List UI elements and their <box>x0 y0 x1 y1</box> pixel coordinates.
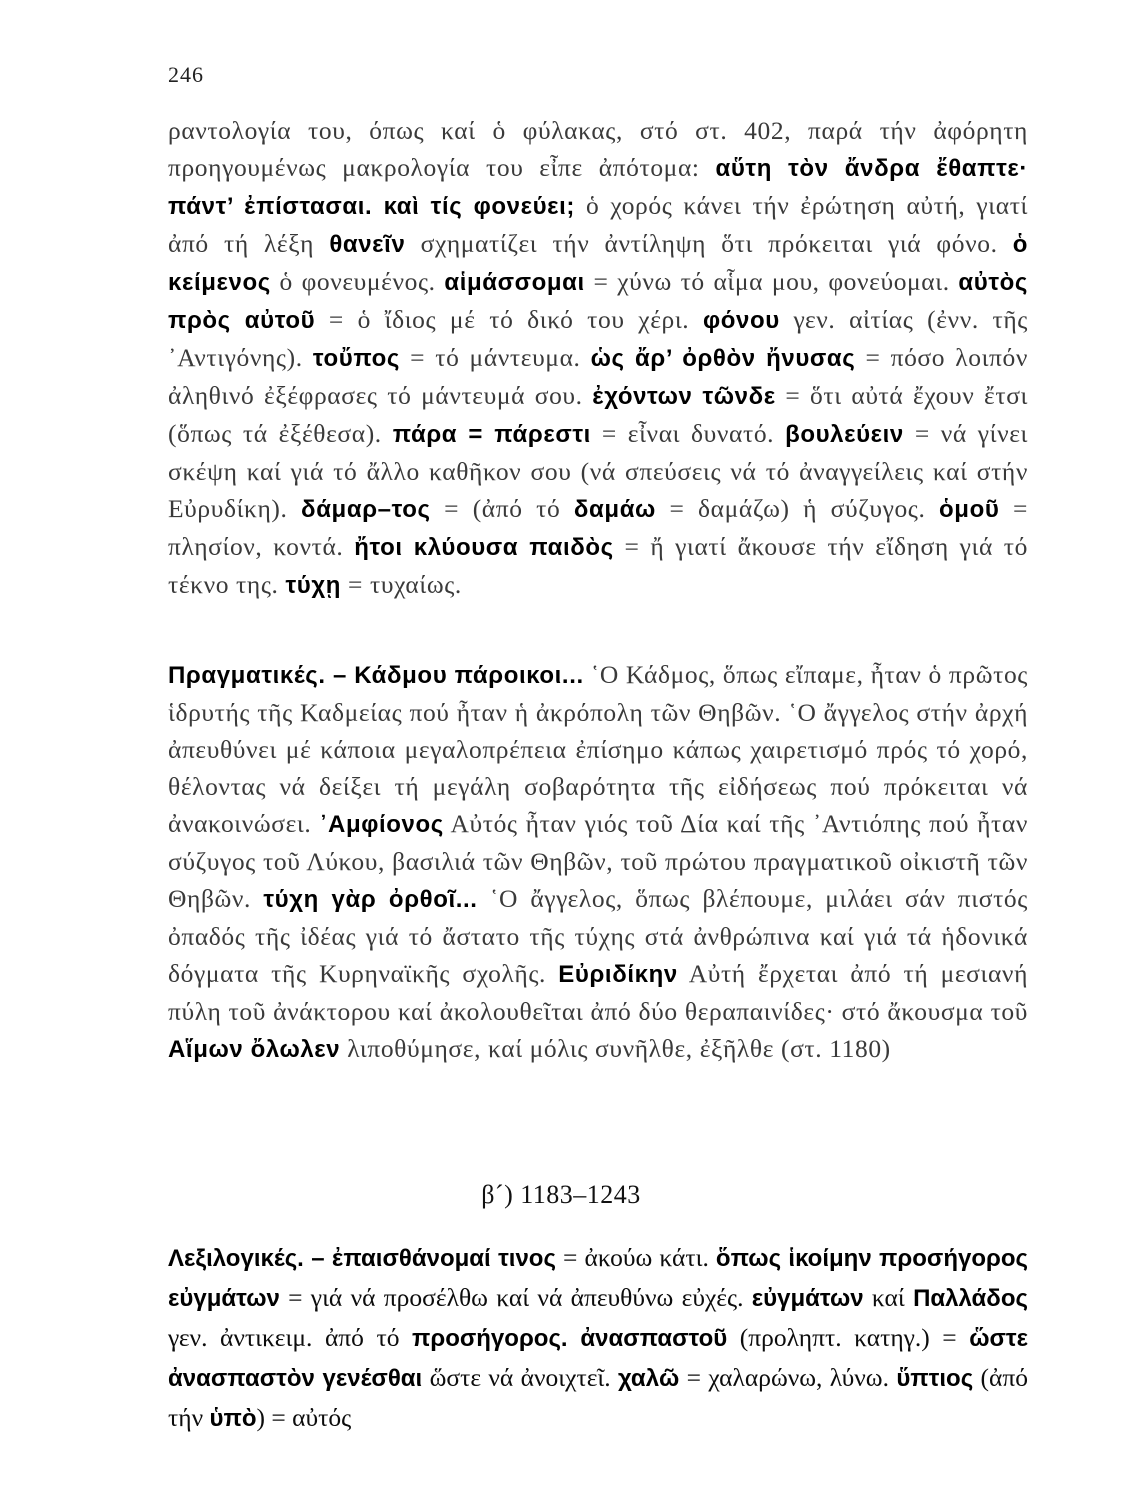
text-run: λιποθύμησε, καί μόλις συνῆλθε, ἐξῆλθε (στ. 1180) <box>340 1034 891 1063</box>
text-run: = ὅτι αὐτά ἔχουν ἔτσι (ὅπως τά ἐξέθεσα). <box>168 381 1029 448</box>
text-run: Αὐτός ἦταν γιός τοῦ Δία καί τῆς ᾿Αντιόπης πού ἦταν σύζυγος τοῦ Λύκου, βασιλιά τῶν Θηβῶν, τοῦ πρώτου πραγματικοῦ οἰκιστῆ τῶν Θηβῶν. <box>168 809 1028 913</box>
paragraph-text <box>168 1238 1028 1438</box>
text-run: γεν. αἰτίας (ἐνν. τῆς ᾿Αντιγόνης). <box>168 305 1028 372</box>
text-run: ὁ χορός κάνει τήν ἐρώτηση αὐτή, γιατί ἀπό τή λέξη <box>168 191 1028 258</box>
bold-term: ὁμοῦ <box>939 496 1000 523</box>
bold-term: ὅπως ἱκοίμην προσήγορος εὐγμάτων <box>168 1245 1029 1312</box>
bold-term: χαλῶ <box>617 1365 680 1392</box>
bold-term: ὥστε ἀνασπαστὸν γενέσθαι <box>168 1325 1028 1392</box>
section-heading: β´) 1183–1243 <box>481 1180 641 1209</box>
text-run: = πλησίον, κοντά. <box>168 494 1028 561</box>
text-run: = ἤ γιατί ἄκουσε τήν εἴδηση γιά τό τέκνο της. <box>168 532 1028 599</box>
text-run: καί <box>863 1283 914 1312</box>
text-run: σχηματίζει τήν ἀντίληψη ὅτι πρόκειται γιά φόνο. <box>405 229 1013 258</box>
text-run: = χύνω τό αἷμα μου, φονεύομαι. <box>584 267 959 296</box>
text-run: = ἀκούω κάτι. <box>555 1243 716 1272</box>
bold-term: ὑπὸ <box>209 1405 257 1432</box>
bold-term: Παλλάδος <box>913 1285 1028 1312</box>
bold-term: Εὐριδίκην <box>558 961 678 988</box>
paragraph-lexical-notes <box>168 112 1028 604</box>
bold-term: βουλεύειν <box>785 421 904 448</box>
bold-term: ἐχόντων τῶνδε <box>592 383 776 410</box>
bold-term: ὡς ἄρ’ ὀρθὸν ἤνυσας <box>590 345 856 372</box>
text-run: ραντολογία του, όπως καί ὁ φύλακας, στό στ. 402, παρά τήν ἀφόρητη προηγουμένως μακρολογία του εἶπε ἀπότομα: <box>168 116 1028 182</box>
paragraph-text <box>168 656 1028 1068</box>
text-run: (προληπτ. κατηγ.) = <box>727 1323 970 1352</box>
bold-term: θανεῖν <box>329 231 406 258</box>
text-run: = γιά νά προσέλθω καί νά ἀπευθύνω εὐχές. <box>279 1283 752 1312</box>
bold-term: τύχῃ <box>285 572 342 599</box>
text-run: ὁ φονευμένος. <box>270 267 445 296</box>
bold-term: δαμάω <box>573 496 656 523</box>
bold-term: δάμαρ–τος <box>301 496 431 523</box>
paragraph-lexical-notes-2 <box>168 1238 1028 1438</box>
bold-term: Αἵμων ὄλωλεν <box>168 1036 341 1063</box>
text-run: = ὁ ἴδιος μέ τό δικό του χέρι. <box>315 305 703 334</box>
paragraph-text <box>168 112 1028 604</box>
bold-term: ὁ κείμενος <box>168 231 1029 296</box>
page-number: 246 <box>168 62 204 87</box>
text-run: = χαλαρώνω, λύνω. <box>679 1363 897 1392</box>
text-run: = εἶναι δυνατό. <box>590 419 786 448</box>
text-run: γεν. ἀντικειμ. ἀπό τό <box>168 1323 412 1352</box>
paragraph-factual-notes <box>168 656 1028 1068</box>
text-run: (ἀπό τήν <box>168 1363 1029 1432</box>
bold-term: φόνου <box>702 307 780 334</box>
text-run: = τυχαίως. <box>341 570 462 599</box>
bold-term: πάρα = πάρεστι <box>392 421 591 448</box>
text-run: ) = αὐτός <box>256 1403 352 1432</box>
bold-term: τοὔπος <box>312 345 400 372</box>
text-run: = νά γίνει σκέψη καί γιά τό ἄλλο καθῆκον σου (νά σπεύσεις νά τό ἀναγγείλεις καί στήν Εὐρυδίκη). <box>168 419 1028 523</box>
text-run: ῾Ο Κάδμος, ὅπως εἴπαμε, ἦταν ὁ πρῶτος ἱδρυτής τῆς Καδμείας πού ἦταν ἡ ἀκρόπολη τῶν Θηβῶν. ῾Ο ἄγγελος στήν ἀρχή ἀπευθύνει μέ κάποια μεγαλοπρέπεια ἐπίσημο κάπως χαιρετισμό πρός τό χορό, θέλοντας νά δείξει τή μεγάλη σοβαρότητα τῆς εἰδήσεως πού πρόκειται νά ἀνακοινώσει. <box>168 660 1028 838</box>
bold-term: ἤτοι κλύουσα παιδὸς <box>354 534 614 561</box>
bold-term: τύχη γὰρ ὀρθοῖ... <box>263 886 478 913</box>
bold-term: ὕπτιος <box>896 1365 974 1392</box>
bold-term: αἱμάσσομαι <box>444 269 585 296</box>
text-run: = (ἀπό τό <box>430 494 574 523</box>
bold-term: Πραγματικές. – Κάδμου πάροικοι... <box>168 662 584 689</box>
bold-term: εὐγμάτων <box>751 1285 864 1312</box>
text-run: Αὐτή ἔρχεται ἀπό τή μεσιανή πύλη τοῦ ἀνάκτορου καί ἀκολουθεῖται ἀπό δύο θεραπαινίδες· στό ἄκουσμα τοῦ <box>168 959 1028 1026</box>
text-run: = δαμάζω) ἡ σύζυγος. <box>655 494 940 523</box>
bold-term: ᾿Αμφίονος <box>319 811 444 838</box>
bold-term: αὐτὸς πρὸς αὐτοῦ <box>168 269 1028 334</box>
bold-term: αὕτη τὸν ἄνδρα ἔθαπτε· πάντ’ ἐπίστασαι. καὶ τίς φονεύει; <box>168 155 1028 220</box>
text-run: ὥστε νά ἀνοιχτεῖ. <box>422 1363 618 1392</box>
bold-term: προσήγορος. ἀνασπαστοῦ <box>411 1325 728 1352</box>
bold-term: Λεξιλογικές. – ἐπαισθάνομαί τινος <box>168 1245 556 1272</box>
text-run: = πόσο λοιπόν ἀληθινό ἐξέφρασες τό μάντευμά σου. <box>168 343 1028 410</box>
text-run: ῾Ο ἄγγελος, ὅπως βλέπουμε, μιλάει σάν πιστός ὀπαδός τῆς ἰδέας γιά τό ἄστατο τῆς τύχης στά ἀνθρώπινα καί γιά τά ἡδονικά δόγματα τῆς Κυρηναϊκῆς σχολῆς. <box>168 884 1028 988</box>
text-run: = τό μάντευμα. <box>399 343 591 372</box>
